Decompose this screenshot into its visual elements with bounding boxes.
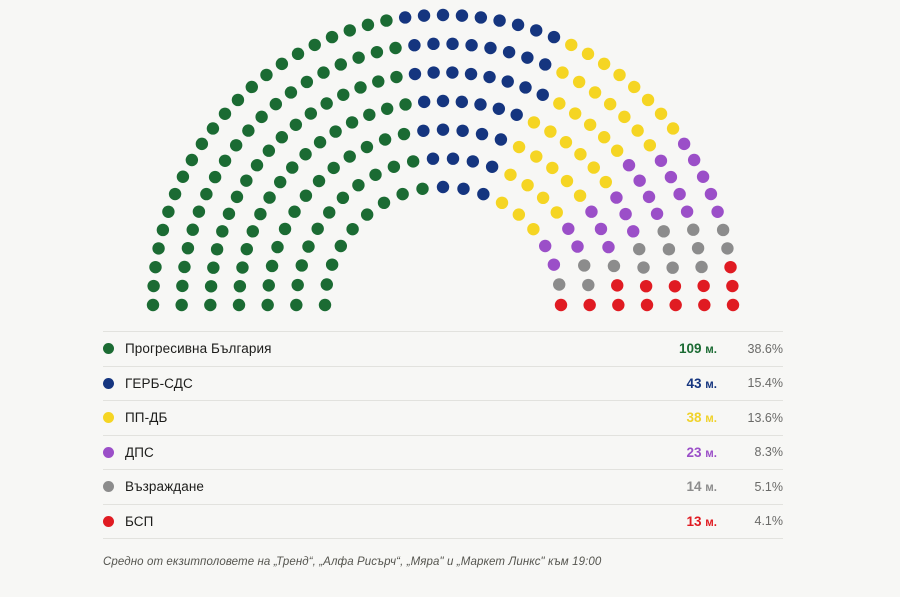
seat-dot [344,150,356,162]
seat-dot [496,197,508,209]
seat-dot [610,191,622,203]
seat-dot [574,189,586,201]
legend-party-name: ПП-ДБ [125,410,168,426]
seat-dot [346,223,358,235]
seat-dot [503,46,515,58]
seat-dot [427,152,439,164]
seat-dot [263,191,275,203]
seat-dot [427,38,439,50]
seat-dot [292,48,304,60]
seat-dot [162,206,174,218]
seat-dot [546,162,558,174]
seat-dot [329,125,341,137]
seat-dot [231,191,243,203]
seat-dot [274,176,286,188]
seat-dot [598,58,610,70]
legend-percent: 13.6% [747,410,783,425]
seat-dot [327,162,339,174]
seat-dot [242,124,254,136]
seat-dot [669,280,681,292]
seat-dot [233,299,245,311]
seat-dot [583,299,595,311]
seat-dot [369,169,381,181]
seat-dot [477,188,489,200]
seat-dot [643,191,655,203]
seat-dot [276,131,288,143]
seat-dot [446,38,458,50]
seat-dot [637,261,649,273]
seat-dot [271,241,283,253]
seat-dot [561,175,573,187]
seat-dot [475,11,487,23]
seat-dot [305,107,317,119]
seat-dot [371,46,383,58]
seat-dot [521,179,533,191]
seat-dot [379,133,391,145]
seat-dot [255,111,267,123]
seat-dot [178,261,190,273]
seat-dot [323,206,335,218]
seat-dot [663,243,675,255]
seat-dot [288,206,300,218]
seat-dot [326,31,338,43]
seat-dot [493,14,505,26]
seat-dot [644,139,656,151]
seat-dot [270,98,282,110]
seat-dot [372,75,384,87]
seat-dot [528,116,540,128]
seat-dot [627,225,639,237]
seat-dot [149,261,161,273]
seat-dot [335,58,347,70]
seat-dot [665,171,677,183]
seat-dot [236,261,248,273]
seat-dot [553,278,565,290]
seat-dot [352,179,364,191]
seat-dot [285,86,297,98]
seat-dot [631,124,643,136]
seat-dot [407,155,419,167]
seat-dot [418,96,430,108]
seat-dot [378,197,390,209]
seat-dot [727,299,739,311]
seat-dot [513,141,525,153]
seat-dot [655,155,667,167]
seat-dot [204,299,216,311]
seat-dot [427,66,439,78]
legend-seat-count [627,410,723,425]
legend-row [103,367,783,402]
seat-dot [697,280,709,292]
seat-dot [398,128,410,140]
seat-dot [205,280,217,292]
seat-dot [187,224,199,236]
seat-dot [241,243,253,255]
seat-dot [246,81,258,93]
seat-dot [363,109,375,121]
seat-dot [573,76,585,88]
source-footnote: Средно от екзитполовете на „Тренд“, „Алфа Рисърч“, „Мяра" и „Маркет Линкс" към 19:00 [103,556,602,568]
legend-percent: 38.6% [747,341,783,356]
legend [103,331,783,539]
seat-dot [437,95,449,107]
seat-dot [484,42,496,54]
seat-dot [346,116,358,128]
seat-dot [290,299,302,311]
seat-dot [263,279,275,291]
seat-dot [600,176,612,188]
legend-percent: 4.1% [754,514,783,529]
seat-dot [641,299,653,311]
seat-dot [595,223,607,235]
seat-dot [585,206,597,218]
seat-dot [539,240,551,252]
seat-dot [456,96,468,108]
legend-party-name: Възраждане [125,479,205,495]
seat-dot [335,240,347,252]
seat-dot [200,188,212,200]
seat-dot [582,48,594,60]
seat-dot [513,208,525,220]
seat-dot [669,299,681,311]
seat-dot [726,280,738,292]
seat-dot [502,75,514,87]
seat-dot [604,98,616,110]
legend-seat-count [627,514,723,529]
seat-dot [396,188,408,200]
seat-dot [230,139,242,151]
seat-dot [724,261,736,273]
seat-dot [301,76,313,88]
seat-dot [657,225,669,237]
seat-dot [381,103,393,115]
seat-dot [721,242,733,254]
seat-dot [560,136,572,148]
seat-dot [510,109,522,121]
seat-dot [399,98,411,110]
seat-dot [578,259,590,271]
seat-dot [608,260,620,272]
seat-dot [611,145,623,157]
legend-swatch-icon [103,378,114,389]
seat-dot [251,159,263,171]
seat-dot [408,39,420,51]
seat-dot [247,225,259,237]
seat-dot [157,224,169,236]
legend-swatch-icon [103,412,114,423]
seat-dot [537,89,549,101]
seat-dot [651,208,663,220]
seat-dot [182,242,194,254]
seat-dot [556,66,568,78]
legend-row [103,401,783,436]
seat-dot [698,299,710,311]
legend-percent: 15.4% [747,376,783,391]
legend-swatch-icon [103,481,114,492]
seat-dot [697,171,709,183]
legend-row [103,436,783,471]
seat-dot [232,94,244,106]
seat-dot [602,241,614,253]
seat-dot [437,9,449,21]
seat-dot [530,150,542,162]
legend-seat-unit: м. [705,413,717,426]
seat-dot [380,14,392,26]
seat-dot [633,174,645,186]
seat-dot [457,183,469,195]
seat-dot [211,243,223,255]
seat-dot [260,69,272,81]
seat-dot [296,259,308,271]
seat-dot [147,280,159,292]
seat-dot [687,224,699,236]
seat-dot [666,261,678,273]
seat-dot [705,188,717,200]
seat-dot [209,171,221,183]
seat-dot [290,119,302,131]
seat-dot [390,71,402,83]
legend-party-name: Прогресивна България [125,341,272,357]
legend-seat-unit: м. [705,447,717,460]
seat-dot [569,107,581,119]
legend-seat-unit: м. [705,516,717,529]
seat-dot [416,183,428,195]
legend-percent: 8.3% [754,445,783,460]
seat-dot [476,128,488,140]
seat-dot [418,9,430,21]
seat-dot [486,161,498,173]
seat-dot [266,260,278,272]
seat-dot [417,125,429,137]
seat-dot [388,161,400,173]
seat-dot [314,136,326,148]
seat-dot [326,258,338,270]
legend-swatch-icon [103,343,114,354]
seat-dot [263,145,275,157]
seat-dot [169,188,181,200]
seat-dot [175,299,187,311]
seat-dot [219,108,231,120]
seat-dot [447,152,459,164]
seat-dot [292,279,304,291]
seat-dot [574,148,586,160]
seat-dot [437,123,449,135]
seat-dot [618,111,630,123]
legend-seat-number: 14 [686,479,702,495]
seat-dot [465,68,477,80]
seat-dot [465,39,477,51]
seat-dot [678,138,690,150]
legend-seat-count [627,479,723,494]
seat-dot [389,42,401,54]
seat-dot [640,280,652,292]
seat-dot [562,223,574,235]
seat-dot [317,66,329,78]
legend-seat-number: 13 [686,513,702,529]
legend-percent: 5.1% [754,479,783,494]
seat-dot [456,9,468,21]
seat-dot [483,71,495,83]
seat-dot [299,148,311,160]
seat-dot [254,208,266,220]
seat-dot [216,225,228,237]
seat-dot [234,280,246,292]
seat-dot [279,223,291,235]
legend-row [103,331,783,367]
seat-dot [633,243,645,255]
seat-dot [474,98,486,110]
seat-dot [582,279,594,291]
seat-dot [655,108,667,120]
legend-seat-count [627,376,723,391]
seat-dot [286,161,298,173]
legend-seat-number: 23 [686,444,702,460]
legend-swatch-icon [103,516,114,527]
seat-dot [361,208,373,220]
legend-seat-unit: м. [705,344,717,357]
seat-dot [240,174,252,186]
seat-dot [207,261,219,273]
seat-dot [319,299,331,311]
seat-dot [667,122,679,134]
seat-dot [196,138,208,150]
legend-seat-count [627,341,723,356]
seat-dot [692,242,704,254]
seat-dot [555,299,567,311]
seat-dot [276,58,288,70]
seat-dot [354,81,366,93]
seat-dot [344,24,356,36]
seat-dot [399,11,411,23]
legend-seat-number: 38 [686,410,702,426]
legend-seat-unit: м. [705,482,717,495]
seat-dot [504,169,516,181]
seat-dot [681,205,693,217]
legend-seat-count [627,445,723,460]
legend-row [103,505,783,540]
seat-dot [673,188,685,200]
seat-dot [207,122,219,134]
seat-dot [321,278,333,290]
legend-seat-number: 109 [679,341,702,357]
seat-dot [537,192,549,204]
seat-dot [193,205,205,217]
seat-dot [362,19,374,31]
seat-dot [446,66,458,78]
seat-dot [539,58,551,70]
legend-party-name: ДПС [125,444,154,460]
seat-dot [512,19,524,31]
seat-dot [176,280,188,292]
seat-dot [544,125,556,137]
seat-dot [409,68,421,80]
seat-dot [223,208,235,220]
seat-dot [493,103,505,115]
seat-dot [456,125,468,137]
seat-dot [717,224,729,236]
seat-dot [688,154,700,166]
seat-dot [548,31,560,43]
seat-dot [352,51,364,63]
seat-dot [619,208,631,220]
seat-dot [337,89,349,101]
seat-dot [623,159,635,171]
seat-dot [530,24,542,36]
seat-dot [495,133,507,145]
seat-dot [186,154,198,166]
seat-dot [519,81,531,93]
seat-dot [177,171,189,183]
seat-dot [320,97,332,109]
seat-dot [628,81,640,93]
seat-dot [337,192,349,204]
seat-dot [437,181,449,193]
seat-dot [571,240,583,252]
seat-dot [711,206,723,218]
seat-dot [302,240,314,252]
seat-dot [598,131,610,143]
seat-dot [612,299,624,311]
seat-dot [361,141,373,153]
seat-dot [521,51,533,63]
legend-party-name: БСП [125,513,154,529]
seat-dot [300,189,312,201]
seat-dot [219,155,231,167]
seat-dot [613,69,625,81]
seat-dot [309,39,321,51]
seat-dot [261,299,273,311]
legend-seat-unit: м. [705,378,717,391]
seat-dot [313,175,325,187]
seat-dot [695,261,707,273]
legend-party-name: ГЕРБ-СДС [125,375,193,391]
seat-dot [467,155,479,167]
seat-dot [551,206,563,218]
seat-dot [548,258,560,270]
seat-dot [588,161,600,173]
legend-seat-number: 43 [686,375,702,391]
seat-dot [589,86,601,98]
legend-row [103,470,783,505]
legend-swatch-icon [103,447,114,458]
seat-dot [584,119,596,131]
seat-dot [642,94,654,106]
seat-dot [527,223,539,235]
seat-dot [553,97,565,109]
seat-dot [565,39,577,51]
seat-dot [147,299,159,311]
seat-dot [611,279,623,291]
seat-dot [311,223,323,235]
seat-dot [152,242,164,254]
